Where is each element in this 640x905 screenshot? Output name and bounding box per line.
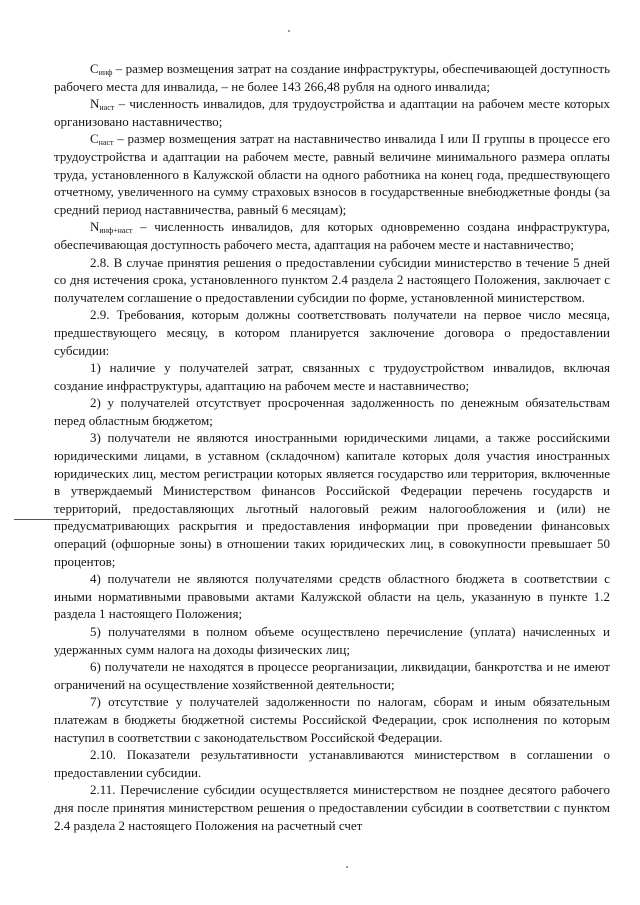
requirement-3: 3) получатели не являются иностранными юридическими лицами, а также российскими юридическими лицами, в уставном (складочном) капитале которых доля участия иностранных юридических лиц, местом регистрации которых является государство или территория, включенные в утверждаемый Министерством финансов Российской Федерации перечень государств и территорий, предоставляющих льготный налоговый режим налогообложения и (или) не предусматривающих раскрытия и предоставления информации при проведении финансовых операций (офшорные зоны) в отношении таких юридических лиц, в совокупности превышает 50 процентов; xyxy=(54,430,610,569)
requirement-2: 2) у получателей отсутствует просроченная задолженность по денежным обязательствам перед областным бюджетом; xyxy=(54,395,610,428)
formula-term-n-infnast: $N_{инф+наст}$ – численность инвалидов, для которых одновременно создана инфраструктура, обеспечивающая доступность рабочего места, адаптация на рабочем месте и наставничество; xyxy=(54,219,610,252)
clause-2-9: 2.9. Требования, которым должны соответствовать получатели на первое число месяца, предшествующего месяцу, в котором планируется заключение договора о предоставлении субсидии: xyxy=(54,307,610,358)
document-body xyxy=(54,60,610,834)
requirement-4: 4) получатели не являются получателями средств областного бюджета в соответствии с иными нормативными правовыми актами Калужской области на цель, указанную в пункте 1.2 раздела 1 настоящего Положения; xyxy=(54,571,610,622)
scan-speck xyxy=(288,30,290,32)
requirement-6: 6) получатели не находятся в процессе реорганизации, ликвидации, банкротства и не имеют ограничений на осуществление хозяйственной деятельности; xyxy=(54,659,610,692)
requirement-1: 1) наличие у получателей затрат, связанных с трудоустройством инвалидов, включая создание инфраструктуры, адаптацию на рабочем месте и наставничество; xyxy=(54,360,610,393)
scan-speck xyxy=(346,866,348,868)
requirement-7: 7) отсутствие у получателей задолженности по налогам, сборам и иным обязательным платежам в бюджеты бюджетной системы Российской Федерации, срок исполнения по которым наступил в соответствии с законодательством Российской Федерации. xyxy=(54,694,610,745)
formula-term-c-nast: $C_{наст}$ – размер возмещения затрат на наставничество инвалида I или II группы в процессе его трудоустройства и адаптации на рабочем месте, равный величине минимального размера оплаты труда, установленного в Калужской области на одного работника на конец года, предшествующего отчетному, увеличенного на сумму страховых взносов в государственные внебюджетные фонды (за средний период наставничества, равный 6 месяцам); xyxy=(54,131,610,217)
formula-term-n-nast: $N_{наст}$ – численность инвалидов, для трудоустройства и адаптации на рабочем месте которых организовано наставничество; xyxy=(54,96,610,129)
requirement-5: 5) получателями в полном объеме осуществлено перечисление (уплата) начисленных и удержанных сумм налога на доходы физических лиц; xyxy=(54,624,610,657)
clause-2-11: 2.11. Перечисление субсидии осуществляется министерством не позднее десятого рабочего дня после принятия министерством решения о предоставлении субсидии в соответствии с пунктом 2.4 раздела 2 настоящего Положения на расчетный счет xyxy=(54,782,610,833)
formula-term-c-inf: $C_{инф}$ – размер возмещения затрат на создание инфраструктуры, обеспечивающей доступность рабочего места для инвалида, – не более 143 266,48 рубля на одного инвалида; xyxy=(54,61,610,94)
clause-2-8: 2.8. В случае принятия решения о предоставлении субсидии министерство в течение 5 дней со дня истечения срока, установленного пунктом 2.4 раздела 2 настоящего Положения, заключает с получателем соглашение о предоставлении субсидии по форме, установленной министерством. xyxy=(54,254,610,305)
clause-2-10: 2.10. Показатели результативности устанавливаются министерством в соглашении о предоставлении субсидии. xyxy=(54,747,610,780)
